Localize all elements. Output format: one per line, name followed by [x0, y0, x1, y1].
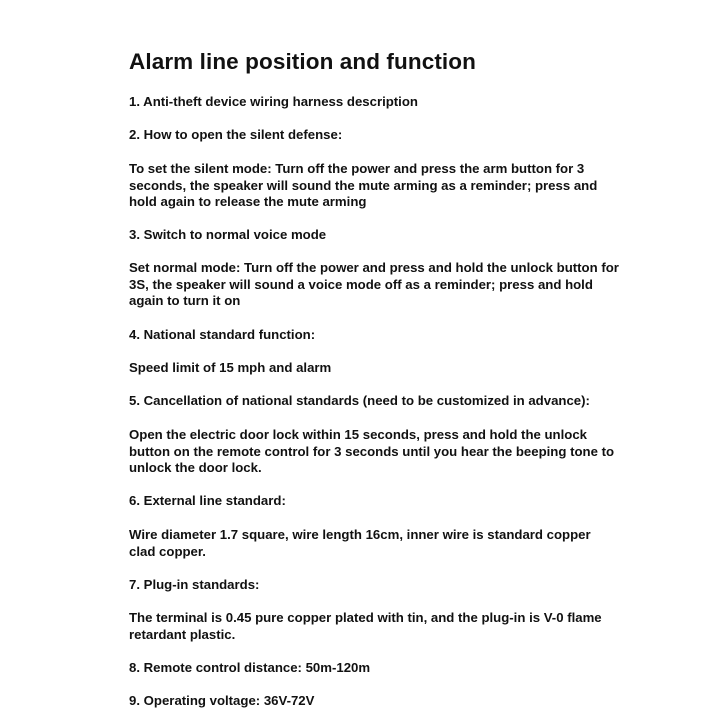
section-heading-silent-defense: 2. How to open the silent defense:	[129, 127, 343, 142]
paragraph-speed-limit: Speed limit of 15 mph and alarm	[129, 360, 332, 375]
section-heading-plug-in: 7. Plug-in standards:	[129, 577, 260, 592]
paragraph-silent-mode: To set the silent mode: Turn off the power and press the arm button for 3 seconds, the speaker will sound the mute arming as a reminder; press and hold again to release the mute arming	[129, 161, 598, 210]
paragraph-wire-diameter: Wire diameter 1.7 square, wire length 16cm, inner wire is standard copper clad copper.	[129, 527, 591, 559]
paragraph-normal-mode: Set normal mode: Turn off the power and press and hold the unlock button for 3S, the speaker will sound a voice mode off as a reminder; press and hold again to turn it on	[129, 260, 619, 309]
section-heading-external-line: 6. External line standard:	[129, 493, 286, 508]
section-heading-wiring-harness: 1. Anti-theft device wiring harness description	[129, 94, 418, 109]
paragraph-door-lock: Open the electric door lock within 15 seconds, press and hold the unlock button on the remote control for 3 seconds until you hear the beeping tone to unlock the door lock.	[129, 427, 615, 476]
section-heading-operating-voltage: 9. Operating voltage: 36V-72V	[129, 693, 315, 708]
section-heading-cancellation: 5. Cancellation of national standards (need to be customized in advance):	[129, 393, 590, 408]
section-heading-normal-voice: 3. Switch to normal voice mode	[129, 227, 327, 242]
section-heading-national-standard: 4. National standard function:	[129, 327, 316, 342]
section-heading-remote-distance: 8. Remote control distance: 50m-120m	[129, 660, 371, 675]
paragraph-terminal: The terminal is 0.45 pure copper plated with tin, and the plug-in is V-0 flame retardant plastic.	[129, 610, 602, 642]
page-title: Alarm line position and function	[129, 49, 476, 74]
